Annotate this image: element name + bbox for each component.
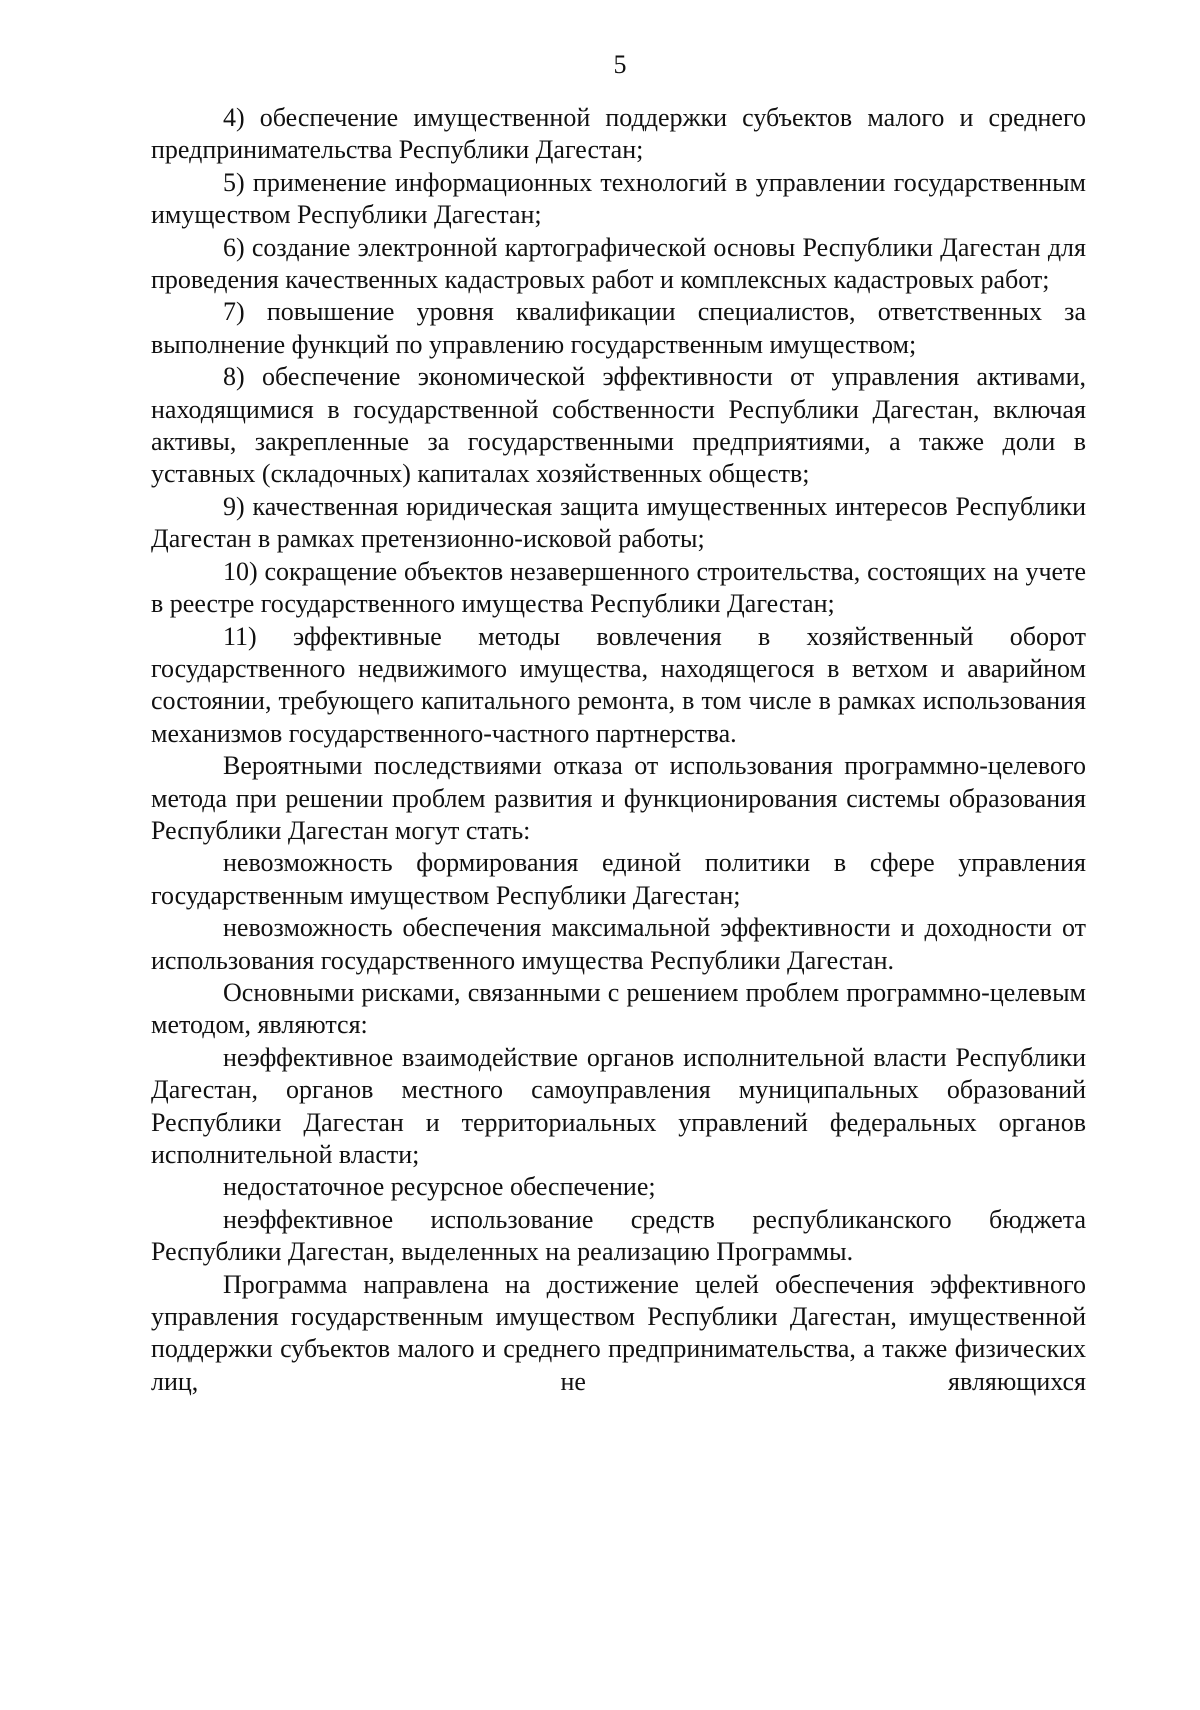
paragraph-risk-2: недостаточное ресурсное обеспечение; <box>223 1172 656 1202</box>
paragraph-program-aim: Программа направлена на достижение целей обеспечения эффективного управления государственным имуществом Республики Дагестан, имущественной поддержки субъектов малого и среднего предпринимательства, а также физических лиц, не являющихся <box>151 1269 1086 1396</box>
paragraph-risk-1: неэффективное взаимодействие органов исполнительной власти Республики Дагестан, органов местного самоуправления муниципальных образований Республики Дагестан и территориальных управлений федеральных органов исполнительной власти; <box>151 1042 1086 1169</box>
paragraph-item-10: 10) сокращение объектов незавершенного строительства, состоящих на учете в реестре государственного имущества Республики Дагестан; <box>151 556 1086 619</box>
paragraph-item-11: 11) эффективные методы вовлечения в хозяйственный оборот государственного недвижимого имущества, находящегося в ветхом и аварийном состоянии, требующего капитального ремонта, в том числе в рамках использования механизмов государственного-частного партнерства. <box>151 621 1086 748</box>
paragraph-consequence-2: невозможность обеспечения максимальной эффективности и доходности от использования государственного имущества Республики Дагестан. <box>151 913 1086 975</box>
page-number: 5 <box>613 50 627 79</box>
paragraph-item-9: 9) качественная юридическая защита имущественных интересов Республики Дагестан в рамках претензионно-исковой работы; <box>151 491 1086 554</box>
paragraph-item-7: 7) повышение уровня квалификации специалистов, ответственных за выполнение функций по управлению государственным имуществом; <box>151 297 1086 359</box>
paragraph-risk-3: неэффективное использование средств республиканского бюджета Республики Дагестан, выделенных на реализацию Программы. <box>151 1204 1086 1267</box>
paragraph-consequence-1: невозможность формирования единой политики в сфере управления государственным имуществом Республики Дагестан; <box>151 848 1086 910</box>
paragraph-item-5: 5) применение информационных технологий в управлении государственным имуществом Республики Дагестан; <box>151 167 1086 230</box>
paragraph-risks-intro: Основными рисками, связанными с решением проблем программно-целевым методом, являются: <box>151 977 1086 1040</box>
paragraph-item-8: 8) обеспечение экономической эффективности от управления активами, находящимися в государственной собственности Республики Дагестан, включая активы, закрепленные за государственными предприятиями, а также доли в уставных (складочных) капиталах хозяйственных обществ; <box>151 362 1086 489</box>
document-body <box>151 102 1086 1398</box>
paragraph-item-4: 4) обеспечение имущественной поддержки субъектов малого и среднего предпринимательства Республики Дагестан; <box>151 103 1086 165</box>
paragraph-consequences-intro: Вероятными последствиями отказа от использования программно-целевого метода при решении проблем развития и функционирования системы образования Республики Дагестан могут стать: <box>151 751 1086 845</box>
paragraph-item-6: 6) создание электронной картографической основы Республики Дагестан для проведения качественных кадастровых работ и комплексных кадастровых работ; <box>151 232 1086 295</box>
